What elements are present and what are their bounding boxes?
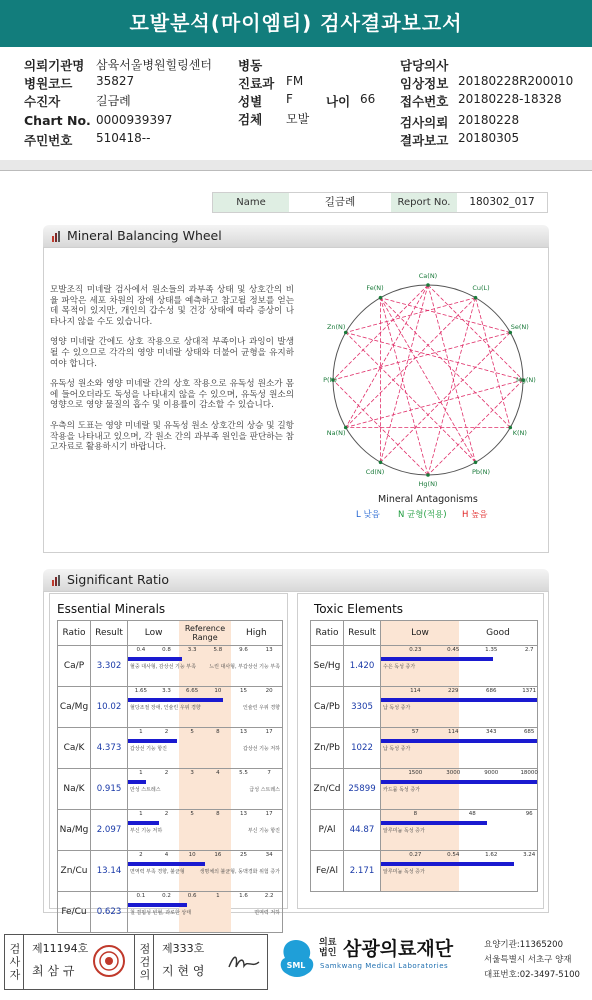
tester-license: 제11194호 (32, 942, 89, 955)
mbw-para-4: 우측의 도표는 영양 미네랄 및 유독성 원소 상호간의 상승 및 길항 작용을 나타내고 있으며, 각 원소 간의 과부족 원인을 판단하는 참고자료로 활용하시기 바랍니다. (50, 420, 294, 453)
ratio-bar (128, 821, 159, 825)
tick-label: 34 (265, 852, 273, 858)
antagonism-line (381, 298, 511, 428)
org-contact (484, 938, 580, 983)
col-result: Result (91, 621, 128, 646)
antagonism-line (346, 333, 523, 381)
wheel-label: Na(N) (326, 429, 346, 437)
col-ratio: Ratio (311, 621, 344, 646)
age-value: 66 (360, 92, 376, 106)
antagonism-line (346, 333, 476, 463)
patient-value: 길금례 (96, 94, 131, 108)
ratio-bar (128, 903, 187, 907)
ratio-bar (128, 780, 146, 784)
reference-range-shade (179, 728, 230, 768)
tick-label: 0.23 (409, 647, 422, 653)
tester-name: 최 삼 규 (32, 964, 75, 978)
inst-value: 삼육서울병원힐링센터 (96, 58, 212, 72)
ratio-note: 알루미늄 독성 증가 (383, 869, 425, 875)
sr-title: Significant Ratio (67, 572, 170, 587)
tick-label: 20 (265, 688, 273, 694)
tick-label: 13 (265, 647, 273, 653)
antagonism-line (381, 333, 511, 463)
tick-label: 5.5 (239, 770, 248, 776)
ratio-result: 13.14 (91, 851, 128, 892)
ratio-note: 알루미늄 독성 증가 (383, 828, 425, 834)
ratio-bar-cell (128, 646, 283, 687)
tick-label: 1 (139, 729, 143, 735)
ratio-name: P/Al (311, 810, 344, 851)
ratio-bar (381, 739, 537, 743)
ratio-row (58, 810, 283, 851)
report-no-label: Report No. (391, 193, 457, 212)
antagonism-line (346, 298, 476, 428)
legend-normal-text: N 균형(적용) (398, 510, 447, 520)
ratio-bar (381, 780, 537, 784)
tick-label: 57 (411, 729, 419, 735)
tick-label: 0.8 (162, 647, 171, 653)
ratio-note-low: 갑상선 기능 항진 (130, 746, 167, 752)
tick-label: 8 (216, 811, 220, 817)
tick-label: 2 (164, 811, 169, 817)
sml-logo-icon (275, 936, 317, 980)
clinical-label: 임상정보 (400, 76, 449, 91)
org-prefix-1: 의료 (319, 938, 337, 948)
ratio-result: 3.302 (91, 646, 128, 687)
mbw-para-2: 영양 미네랄 간에도 상호 작용으로 상대적 부족이나 과잉이 발생될 수 있으므로 각각의 영양 미네랄 상태와 더불어 균형을 유지하여야 합니다. (50, 337, 294, 369)
ratio-row (58, 687, 283, 728)
org-code: 요양기관:11365200 (484, 940, 563, 950)
tick-label: 17 (265, 811, 273, 817)
ratio-result: 1.420 (344, 646, 381, 687)
tick-label: 2 (139, 852, 143, 858)
tick-label: 1.62 (485, 852, 498, 858)
tick-label: 1.6 (239, 893, 248, 899)
tick-label: 15 (240, 688, 247, 694)
ratio-bar-cell (381, 769, 538, 810)
tick-label: 10 (214, 688, 222, 694)
ratio-name: Ca/Mg (58, 687, 91, 728)
antagonism-line (381, 285, 429, 462)
wheel-node (474, 460, 478, 464)
ratio-note-low: 만성 스트레스 (130, 787, 161, 793)
ratio-bar (128, 698, 223, 702)
legend-high (462, 508, 488, 520)
rrn-label: 주민번호 (24, 133, 73, 148)
tick-label: 3.3 (187, 647, 197, 653)
legend-high-text: H 높음 (462, 510, 488, 520)
antagonism-line (428, 298, 476, 475)
col-good: Good (486, 628, 510, 638)
wheel-label: Hg(N) (418, 480, 438, 488)
ratio-bar-cell (381, 687, 538, 728)
name-value: 길금례 (324, 196, 356, 208)
ratio-note-low: 철 결핍성 빈혈, 과로한 상태 (130, 910, 192, 916)
ratio-bar-cell (128, 687, 283, 728)
ratio-bar (381, 698, 537, 702)
tick-label: 5.8 (213, 647, 223, 653)
tick-label: 13 (240, 811, 247, 817)
tick-label: 96 (525, 811, 533, 817)
footer (0, 930, 592, 1000)
tick-label: 114 (448, 729, 459, 735)
checker-label: 점검의 (134, 934, 154, 990)
ratio-note-high: 느린 대사형, 부갑상선 기능 부족 (209, 664, 280, 670)
ratio-note-high: 갑상선 기능 저하 (243, 746, 280, 752)
toxic-title: Toxic Elements (314, 602, 404, 616)
ratio-row (311, 769, 538, 810)
ratio-bar-cell (128, 810, 283, 851)
name-label: Name (213, 193, 289, 212)
wheel-label: Cd(N) (365, 467, 385, 476)
chart-label: Chart No. (24, 113, 91, 128)
tick-label: 4 (164, 852, 169, 858)
ratio-name: Ca/P (58, 646, 91, 687)
ratio-note-low: 면역력 부족 경향, 불균형 (130, 869, 185, 875)
col-ref: Reference Range (179, 621, 230, 645)
request-label: 검사의뢰 (400, 115, 449, 130)
tick-label: 1.65 (134, 688, 147, 694)
ratio-bar-cell (128, 769, 283, 810)
ratio-bar-cell (128, 728, 283, 769)
ratio-name: Zn/Cu (58, 851, 91, 892)
tick-label: 17 (265, 729, 273, 735)
wheel-label: Fe(N) (366, 284, 384, 293)
wheel-label: Se(N) (510, 323, 529, 331)
wheel-label: Cu(L) (472, 284, 490, 293)
ratio-bar (381, 821, 487, 825)
ratio-row (58, 892, 283, 933)
legend-low-text: L 낮음 (356, 510, 380, 520)
tick-label: 1 (216, 893, 220, 899)
tick-label: 0.6 (187, 893, 197, 899)
tick-label: 8 (216, 729, 220, 735)
ratio-result: 25899 (344, 769, 381, 810)
antagonism-line (346, 380, 523, 428)
tick-label: 2 (164, 729, 169, 735)
tick-label: 13 (240, 729, 247, 735)
report-no-value: 180302_017 (469, 196, 535, 208)
ratio-result: 4.373 (91, 728, 128, 769)
tick-label: 5 (190, 729, 194, 735)
report-label: 결과보고 (400, 133, 449, 148)
ratio-row (311, 687, 538, 728)
tick-label: 1 (139, 811, 143, 817)
wheel-node (474, 296, 478, 300)
ratio-result: 0.915 (91, 769, 128, 810)
mbw-header (43, 225, 549, 247)
ratio-result: 2.171 (344, 851, 381, 892)
ratio-note-high: 면역력 저하 (254, 910, 280, 916)
wheel-label: Ca(N) (418, 272, 438, 280)
tick-label: 0.1 (136, 893, 146, 899)
ratio-result: 0.623 (91, 892, 128, 933)
antagonism-line (381, 298, 429, 475)
tick-label: 114 (410, 688, 421, 694)
ratio-row (58, 646, 283, 687)
logo-text: SML (286, 961, 306, 970)
tick-label: 8 (413, 811, 418, 817)
ratio-bar-cell (381, 646, 538, 687)
ratio-row (311, 646, 538, 687)
tick-label: 1500 (408, 770, 423, 776)
report-value: 20180305 (458, 131, 520, 145)
wheel-circle (333, 285, 523, 475)
tick-label: 2.7 (524, 647, 534, 653)
tick-label: 4 (216, 770, 220, 776)
ratio-bar (381, 862, 514, 866)
org-phone: 대표번호:02-3497-5100 (484, 970, 580, 980)
ratio-row (311, 810, 538, 851)
ratio-bar-cell (381, 851, 538, 892)
ratio-note-low: 혈중 대사형, 감상선 기능 부족 (130, 664, 196, 670)
wheel-node (426, 473, 430, 477)
ratio-name: Ca/K (58, 728, 91, 769)
request-value: 20180228 (458, 113, 520, 127)
sex-value: F (286, 92, 293, 106)
rrn-value: 510418-- (96, 131, 151, 145)
ratio-bar (128, 739, 177, 743)
dept-label: 진료과 (238, 76, 275, 91)
ratio-result: 10.02 (91, 687, 128, 728)
report-title: 모발분석(마이엠티) 검사결과보고서 (0, 0, 592, 47)
wheel-label: Pb(N) (472, 467, 490, 476)
tick-label: 16 (214, 852, 222, 858)
essential-title: Essential Minerals (57, 602, 166, 616)
ward-label: 병동 (238, 58, 263, 73)
antagonism-line (333, 333, 510, 381)
wheel-node (344, 331, 348, 335)
ratio-row (311, 851, 538, 892)
wheel-label: Mg(N) (516, 376, 536, 384)
bar-chart-icon (51, 574, 63, 586)
ratio-note-high: 인슐린 우위 경향 (243, 705, 280, 711)
tick-label: 48 (468, 811, 476, 817)
tick-label: 0.27 (409, 852, 422, 858)
wheel-node (508, 331, 512, 335)
ratio-result: 2.097 (91, 810, 128, 851)
ratio-row (311, 728, 538, 769)
tick-label: 229 (448, 688, 459, 694)
clinical-value: 20180228R200010 (458, 74, 574, 88)
col-ratio: Ratio (58, 621, 91, 646)
ratio-result: 1022 (344, 728, 381, 769)
reference-range-shade (179, 769, 230, 809)
tick-label: 686 (485, 688, 497, 694)
org-name: 삼광의료재단 (343, 938, 454, 960)
ratio-result: 44.87 (344, 810, 381, 851)
ratio-name: Zn/Cd (311, 769, 344, 810)
legend-normal (398, 508, 447, 520)
tick-label: 25 (240, 852, 247, 858)
ratio-row (58, 728, 283, 769)
tick-label: 685 (523, 729, 535, 735)
ratio-row (58, 769, 283, 810)
tick-label: 3000 (446, 770, 461, 776)
age-label: 나이 (326, 94, 351, 109)
ratio-note-low: 부신 기능 저하 (130, 828, 163, 834)
checker-license: 제333호 (162, 942, 205, 955)
tick-label: 2.2 (264, 893, 274, 899)
ratio-name: Zn/Pb (311, 728, 344, 769)
org-prefix (319, 938, 336, 958)
doctor-label: 담당의사 (400, 58, 449, 73)
ratio-note: 수은 독성 증가 (383, 664, 416, 670)
tick-label: 1371 (522, 688, 537, 694)
ratio-result: 3305 (344, 687, 381, 728)
ratio-bar-cell (381, 728, 538, 769)
mbw-para-1: 모발조직 미네랄 검사에서 원소들의 과부족 상태 및 상호간의 비율 파악은 세포 차원의 장애 상태를 예측하고 참고될 정보를 얻는데 목적이 있지만, 개인의 갑수성 및 건강 상태에 따라 증상이 나타나지 않을 수도 있습니다. (50, 285, 294, 327)
ratio-row (58, 851, 283, 892)
ratio-bar (128, 657, 182, 661)
tick-label: 5 (190, 811, 194, 817)
code-value: 35827 (96, 74, 135, 88)
reference-range-shade (179, 810, 230, 850)
tick-label: 9000 (484, 770, 499, 776)
wheel-node (426, 283, 430, 287)
wheel-node (379, 296, 383, 300)
wheel-node (508, 426, 512, 430)
tick-label: 3 (190, 770, 194, 776)
col-high: High (245, 628, 267, 638)
specimen-label: 검체 (238, 112, 263, 127)
tick-label: 1.35 (485, 647, 498, 653)
ratio-note: 납 독성 증가 (383, 705, 411, 711)
antagonism-line (428, 285, 476, 462)
tick-label: 6.65 (186, 688, 199, 694)
wheel-label: Zn(N) (326, 323, 346, 331)
org-en: Samkwang Medical Laboratories (320, 962, 449, 970)
mbw-description (50, 285, 294, 463)
antagonism-line (346, 285, 428, 428)
divider (0, 160, 592, 170)
tick-label: 3.3 (162, 688, 171, 694)
tick-label: 343 (485, 729, 497, 735)
bar-chart-icon (51, 230, 63, 242)
ratio-name: Na/Mg (58, 810, 91, 851)
tick-label: 3.24 (523, 852, 536, 858)
sr-header (43, 569, 549, 591)
tick-label: 0.54 (447, 852, 460, 858)
essential-table (57, 620, 283, 933)
ratio-note-high: 부신 기능 항진 (247, 828, 280, 834)
name-box (212, 192, 548, 213)
ratio-bar-cell (128, 851, 283, 892)
wheel-caption: Mineral Antagonisms (378, 494, 478, 505)
ratio-name: Fe/Cu (58, 892, 91, 933)
ratio-note-high: 생명체의 불균형, 동맥경화 위험 증가 (199, 869, 280, 875)
tick-label: 0.45 (447, 647, 460, 653)
patient-label: 수진자 (24, 94, 61, 109)
sex-label: 성별 (238, 94, 263, 109)
wheel-node (379, 460, 383, 464)
ratio-name: Se/Hg (311, 646, 344, 687)
specimen-value: 모발 (286, 112, 310, 126)
ratio-note-high: 급성 스트레스 (249, 787, 280, 793)
col-result: Result (344, 621, 381, 646)
col-low: Low (381, 621, 459, 645)
tick-label: 9.6 (239, 647, 248, 653)
ratio-bar-cell (128, 892, 283, 933)
seal-stamp-icon (92, 944, 126, 978)
patient-info (0, 52, 592, 152)
wheel-label: P(N) (323, 376, 337, 384)
col-scale (128, 621, 283, 646)
tick-label: 18000 (520, 770, 538, 776)
tick-label: 1 (139, 770, 143, 776)
tick-label: 0.4 (136, 647, 146, 653)
org-prefix-2: 법인 (319, 948, 337, 958)
signature-icon (226, 952, 262, 974)
ratio-bar-cell (381, 810, 538, 851)
ratio-name: Ca/Pb (311, 687, 344, 728)
tester-label: 검사자 (4, 934, 24, 990)
wheel-label: K(N) (512, 429, 527, 437)
ratio-note: 납 독성 증가 (383, 746, 411, 752)
antagonism-line (381, 298, 476, 463)
ratio-name: Na/K (58, 769, 91, 810)
ratio-name: Fe/Al (311, 851, 344, 892)
dept-value: FM (286, 74, 304, 88)
chart-value: 0000939397 (96, 113, 173, 127)
tick-label: 10 (188, 852, 196, 858)
inst-label: 의뢰기관명 (24, 58, 85, 73)
ratio-bar (128, 862, 205, 866)
mbw-para-3: 유독성 원소와 영양 미네랄 간의 상호 작용으로 유독성 원소가 몸에 들어오더라도 독성을 나타내지 않을 수 있으며, 유독성 원소의 영향으로 영양 물질의 흡수 및 이용률이 감소할 수 있습니다. (50, 379, 294, 411)
tick-label: 2 (164, 770, 169, 776)
col-scale (381, 621, 538, 646)
ratio-note: 카드뮴 독성 증가 (383, 787, 420, 793)
code-label: 병원코드 (24, 76, 73, 91)
tick-label: 7 (267, 770, 271, 776)
mbw-title: Mineral Balancing Wheel (67, 228, 222, 243)
tick-label: 0.2 (162, 893, 171, 899)
ratio-note-low: 혈당조절 장애, 인슐린 우위 경향 (130, 705, 201, 711)
legend-low (356, 508, 380, 520)
receipt-label: 접수번호 (400, 94, 449, 109)
mineral-wheel (318, 270, 538, 490)
receipt-value: 20180228-18328 (458, 92, 562, 106)
col-low: Low (144, 628, 163, 638)
ratio-bar (381, 657, 493, 661)
checker-name: 지 현 영 (162, 964, 205, 978)
org-addr: 서울특별시 서초구 양재 (484, 955, 572, 965)
toxic-table (310, 620, 538, 892)
